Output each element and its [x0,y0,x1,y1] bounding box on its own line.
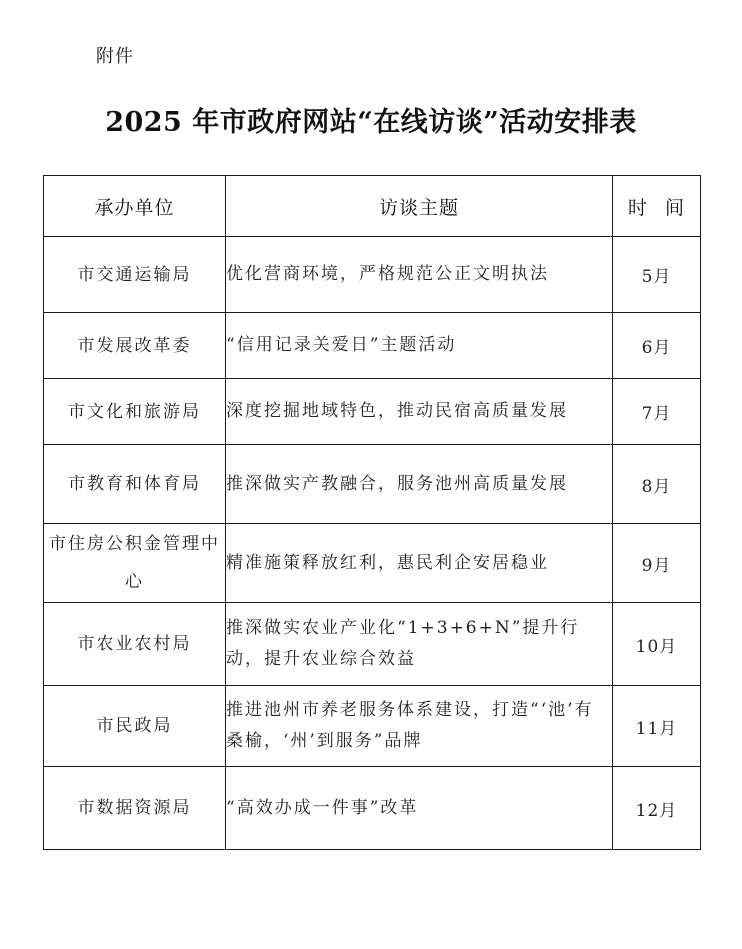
row-topic: “高效办成一件事”改革 [226,767,613,850]
row-time: 10月 [613,603,701,686]
row-topic: 优化营商环境，严格规范公正文明执法 [226,237,613,313]
row-time: 12月 [613,767,701,850]
row-time: 9月 [613,524,701,603]
header-unit: 承办单位 [44,176,226,237]
table-row [44,313,701,379]
table-row [44,524,701,603]
row-topic: “信用记录关爱日”主题活动 [226,313,613,379]
row-unit: 市文化和旅游局 [44,379,226,445]
row-unit: 市住房公积金管理中心 [44,524,226,603]
table-row [44,603,701,686]
row-topic: 深度挖掘地域特色，推动民宿高质量发展 [226,379,613,445]
row-time: 6月 [613,313,701,379]
table-row [44,445,701,524]
row-time: 7月 [613,379,701,445]
table-row [44,237,701,313]
row-unit: 市民政局 [44,686,226,767]
header-time: 时 间 [613,176,701,237]
row-time: 11月 [613,686,701,767]
row-topic: 推深做实农业产业化“1+3+6+N”提升行动，提升农业综合效益 [226,603,613,686]
table-row [44,686,701,767]
row-time: 5月 [613,237,701,313]
row-topic: 精准施策释放红利，惠民利企安居稳业 [226,524,613,603]
row-topic: 推进池州市养老服务体系建设，打造“‘池’有桑榆，‘州’到服务”品牌 [226,686,613,767]
document-title: 2025 年市政府网站“在线访谈”活动安排表 [105,107,637,138]
attachment-label: 附件 [96,46,134,67]
header-topic: 访谈主题 [226,176,613,237]
table-row [44,767,701,850]
row-unit: 市教育和体育局 [44,445,226,524]
schedule-table [43,175,701,850]
row-unit: 市交通运输局 [44,237,226,313]
table-row [44,379,701,445]
row-time: 8月 [613,445,701,524]
row-unit: 市数据资源局 [44,767,226,850]
table-header-row [44,176,701,237]
row-unit: 市农业农村局 [44,603,226,686]
row-topic: 推深做实产教融合，服务池州高质量发展 [226,445,613,524]
row-unit: 市发展改革委 [44,313,226,379]
